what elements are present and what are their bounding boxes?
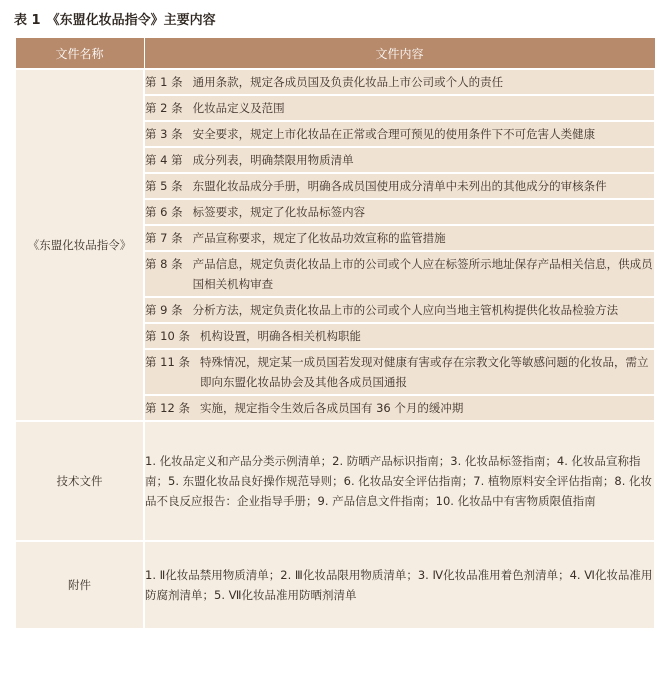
article-text: 标签要求，规定了化妆品标签内容	[192, 205, 366, 219]
header-file-name: 文件名称	[15, 38, 144, 70]
article-cell	[144, 121, 655, 147]
annex-content-cell: 1. Ⅱ化妆品禁用物质清单；2. Ⅲ化妆品限用物质清单；3. Ⅳ化妆品准用着色剂清单；4. Ⅵ化妆品准用防腐剂清单；5. Ⅶ化妆品准用防晒剂清单	[144, 541, 655, 629]
technical-name-cell: 技术文件	[15, 421, 144, 541]
article-number: 第 5 条	[145, 179, 183, 193]
article-number: 第 4 第	[145, 153, 183, 167]
article-text: 安全要求，规定上市化妆品在正常或合理可预见的使用条件下不可危害人类健康	[192, 127, 596, 141]
article-cell	[144, 69, 655, 95]
article-text: 特殊情况，规定某一成员国若发现对健康有害或存在宗教文化等敏感问题的化妆品，需立即向东盟化妆品协会及其他各成员国通报	[199, 355, 649, 389]
article-cell	[144, 395, 655, 421]
article-cell	[144, 349, 655, 395]
table-title: 《东盟化妆品指令》主要内容	[46, 13, 216, 28]
directive-name-cell: 《东盟化妆品指令》	[15, 69, 144, 421]
header-row	[15, 38, 655, 70]
table-row	[15, 421, 655, 541]
article-number: 第 9 条	[145, 303, 183, 317]
article-cell	[144, 297, 655, 323]
article-text: 分析方法，规定负责化妆品上市的公司或个人应向当地主管机构提供化妆品检验方法	[192, 303, 619, 317]
article-cell	[144, 199, 655, 225]
content-table	[14, 37, 656, 630]
article-number: 第 10 条	[145, 329, 190, 343]
article-cell	[144, 95, 655, 121]
article-cell	[144, 173, 655, 199]
article-text: 机构设置，明确各相关机构职能	[199, 329, 361, 343]
article-number: 第 12 条	[145, 401, 190, 415]
article-cell	[144, 251, 655, 297]
technical-content-cell: 1. 化妆品定义和产品分类示例清单；2. 防晒产品标识指南；3. 化妆品标签指南；4. 化妆品宣称指南；5. 东盟化妆品良好操作规范导则；6. 化妆品安全评估指南；7. 植物原料安全评估指南；8. 化妆品不良反应报告：企业指导手册；9. 产品信息文件指南；10. 化妆品中有害物质限值指南	[144, 421, 655, 541]
article-text: 成分列表，明确禁限用物质清单	[192, 153, 354, 167]
article-text: 产品信息，规定负责化妆品上市的公司或个人应在标签所示地址保存产品相关信息，供成员国相关机构审查	[192, 257, 653, 291]
article-text: 产品宣称要求，规定了化妆品功效宣称的监管措施	[192, 231, 446, 245]
article-number: 第 6 条	[145, 205, 183, 219]
article-number: 第 1 条	[145, 75, 183, 89]
article-cell	[144, 147, 655, 173]
article-number: 第 2 条	[145, 101, 183, 115]
table-number: 表 1	[14, 13, 41, 28]
article-text: 通用条款，规定各成员国及负责化妆品上市公司或个人的责任	[192, 75, 504, 89]
article-number: 第 7 条	[145, 231, 183, 245]
table-row	[15, 69, 655, 95]
header-file-content: 文件内容	[144, 38, 655, 70]
table-caption	[14, 9, 216, 28]
table-row	[15, 541, 655, 629]
article-number: 第 8 条	[145, 257, 183, 271]
article-text: 东盟化妆品成分手册，明确各成员国使用成分清单中未列出的其他成分的审核条件	[192, 179, 607, 193]
article-text: 实施，规定指令生效后各成员国有 36 个月的缓冲期	[199, 401, 464, 415]
article-number: 第 3 条	[145, 127, 183, 141]
article-cell	[144, 225, 655, 251]
annex-name-cell: 附件	[15, 541, 144, 629]
article-text: 化妆品定义及范围	[192, 101, 285, 115]
article-cell	[144, 323, 655, 349]
article-number: 第 11 条	[145, 355, 190, 369]
